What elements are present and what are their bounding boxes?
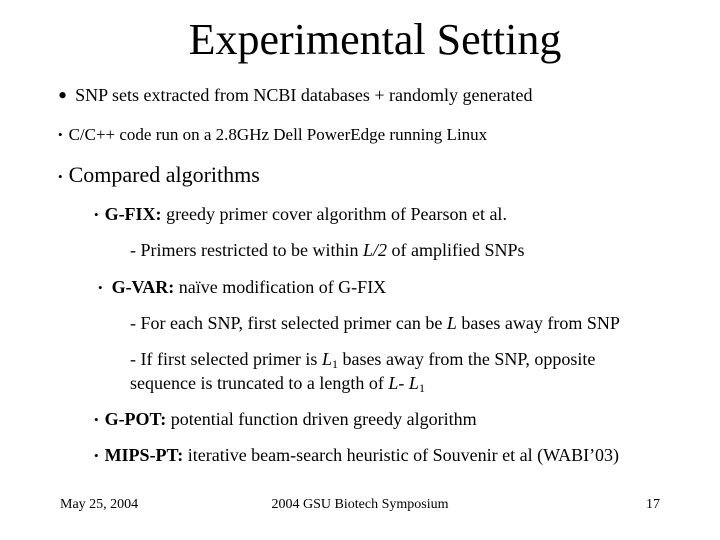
algo-mips [94, 444, 619, 467]
bullet-text: SNP sets extracted from NCBI databases + randomly generated [75, 85, 533, 105]
algo-desc: greedy primer cover algorithm of Pearson et al. [161, 204, 507, 224]
algo-desc: naïve modification of G-FIX [174, 277, 387, 297]
algo-name: G-VAR: [111, 277, 175, 297]
bullet-code-run [58, 124, 487, 146]
detail-variable: L [446, 313, 457, 333]
detail-variable: L- L [388, 373, 419, 393]
bullet-text: C/C++ code run on a 2.8GHz Dell PowerEdge running Linux [68, 125, 488, 144]
bullet-snp-sets [58, 81, 533, 110]
algo-gfix [94, 203, 507, 226]
bullet-dot-icon: • [58, 127, 63, 142]
detail-text: - For each SNP, first selected primer can be [130, 313, 447, 333]
gvar-detail-2 [130, 348, 595, 375]
detail-text: bases away from the SNP, opposite [337, 349, 596, 369]
detail-text: - Primers restricted to be within [130, 240, 363, 260]
algo-name: G-POT: [104, 409, 167, 429]
detail-subscript: 1 [418, 381, 425, 395]
bullet-text: Compared algorithms [68, 162, 260, 187]
bullet-dot-icon: • [58, 169, 63, 184]
footer-venue: 2004 GSU Biotech Symposium [271, 497, 449, 512]
detail-text: sequence is truncated to a length of [130, 373, 389, 393]
algo-gpot [94, 408, 477, 431]
algo-name: MIPS-PT: [104, 445, 184, 465]
bullet-dot-icon: • [98, 280, 103, 295]
detail-text: - If first selected primer is [130, 349, 322, 369]
bullet-compared-algorithms [58, 162, 260, 190]
detail-subscript: 1 [331, 357, 338, 371]
bullet-dot-icon: • [94, 207, 99, 222]
algo-gvar [98, 276, 386, 299]
bullet-dot-icon: • [58, 81, 68, 110]
detail-variable: L [321, 349, 332, 369]
bullet-dot-icon: • [94, 412, 99, 427]
detail-text: bases away from SNP [456, 313, 620, 333]
gfix-detail [130, 239, 524, 261]
detail-text: of amplified SNPs [386, 240, 525, 260]
algo-desc: iterative beam-search heuristic of Souvenir et al (WABI’03) [183, 445, 620, 465]
footer-date: May 25, 2004 [60, 497, 139, 512]
algo-name: G-FIX: [104, 204, 162, 224]
gvar-detail-1 [130, 312, 620, 334]
detail-variable: L/2 [362, 240, 387, 260]
footer-page-number: 17 [646, 497, 660, 512]
gvar-detail-3 [130, 372, 425, 399]
slide-title: Experimental Setting [188, 15, 562, 64]
algo-desc: potential function driven greedy algorithm [166, 409, 477, 429]
bullet-dot-icon: • [94, 448, 99, 463]
